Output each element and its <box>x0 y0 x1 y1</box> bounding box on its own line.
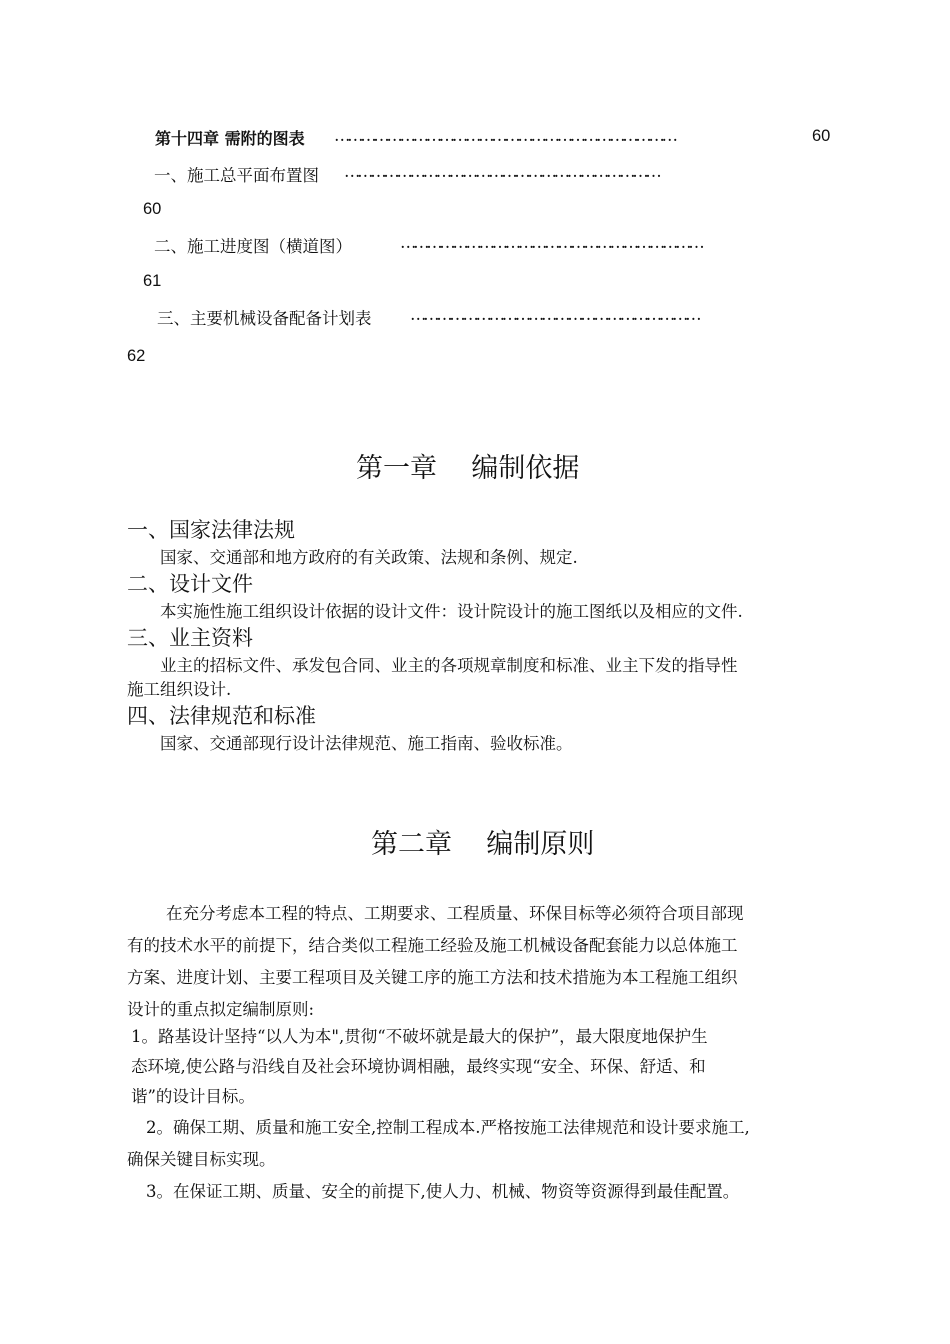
principle3-line: 3。在保证工期、质量、安全的前提下,使人力、机械、物资等资源得到最佳配置。 <box>146 1182 740 1201</box>
toc-item2-label[interactable]: 二、施工进度图（横道图） <box>154 237 352 256</box>
toc-chapter14-label[interactable]: 第十四章 需附的图表 <box>155 129 305 148</box>
section4-heading: 四、法律规范和标准 <box>127 704 316 728</box>
section3-heading: 三、业主资料 <box>127 626 253 650</box>
chapter2-title: 第二章 编制原则 <box>371 829 595 860</box>
section2-text: 本实施性施工组织设计依据的设计文件：设计院设计的施工图纸以及相应的文件. <box>160 602 743 621</box>
chapter1-title: 第一章 编制依据 <box>356 453 580 484</box>
principle1-line2: 态环境,使公路与沿线自及社会环境协调相融，最终实现“安全、环保、舒适、和 <box>131 1057 706 1076</box>
section3-text-line2: 施工组织设计. <box>127 680 232 699</box>
intro-line3: 方案、进度计划、主要工程项目及关键工序的施工方法和技术措施为本工程施工组织 <box>127 968 738 987</box>
toc-item1-leader: ……………………………………………………………… <box>344 162 659 181</box>
principle2-line1: 2。确保工期、质量和施工安全,控制工程成本.严格按施工法律规范和设计要求施工, <box>146 1118 750 1137</box>
toc-item1-page: 60 <box>143 200 162 218</box>
principle2-line2: 确保关键目标实现。 <box>127 1150 276 1169</box>
section2-heading: 二、设计文件 <box>127 572 253 596</box>
toc-chapter14-leader: …………………………………………………………………… <box>334 126 675 145</box>
toc-item3-leader: ………………………………………………………… <box>410 305 699 324</box>
toc-item2-page: 61 <box>143 272 162 290</box>
toc-item3-label[interactable]: 三、主要机械设备配备计划表 <box>157 309 372 328</box>
toc-chapter14-page: 60 <box>812 127 831 145</box>
principle1-line3: 谐”的设计目标。 <box>131 1087 255 1106</box>
intro-line1: 在充分考虑本工程的特点、工期要求、工程质量、环保目标等必须符合项目部现 <box>166 904 744 923</box>
principle1-line1: 1。路基设计坚持“以人为本",贯彻“不破坏就是最大的保护”，最大限度地保护生 <box>131 1027 708 1046</box>
intro-line4: 设计的重点拟定编制原则: <box>127 1000 315 1019</box>
intro-line2: 有的技术水平的前提下，结合类似工程施工经验及施工机械设备配套能力以总体施工 <box>127 936 738 955</box>
toc-item1-label[interactable]: 一、施工总平面布置图 <box>154 166 319 185</box>
section1-heading: 一、国家法律法规 <box>127 518 295 542</box>
toc-item3-page: 62 <box>127 347 146 365</box>
toc-item2-leader: …………………………………………………………… <box>400 233 702 252</box>
section1-text: 国家、交通部和地方政府的有关政策、法规和条例、规定. <box>160 548 578 567</box>
section3-text-line1: 业主的招标文件、承发包合同、业主的各项规章制度和标准、业主下发的指导性 <box>160 656 738 675</box>
section4-text: 国家、交通部现行设计法律规范、施工指南、验收标准。 <box>160 734 573 753</box>
